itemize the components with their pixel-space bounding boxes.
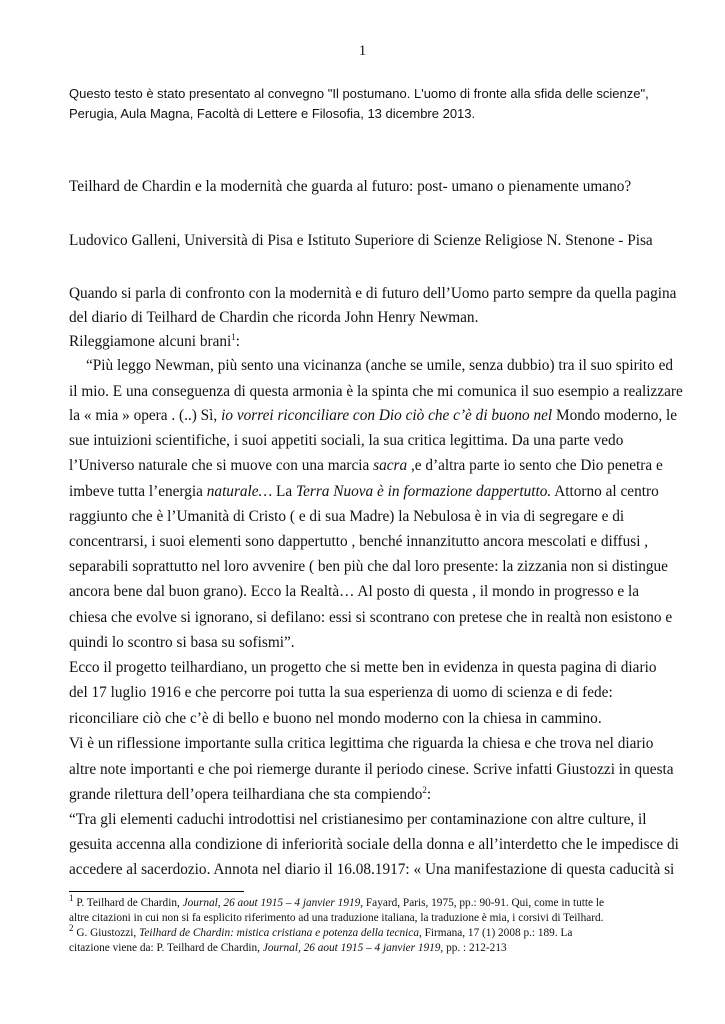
page-number: 1	[358, 43, 367, 59]
footnote-2: $^2$ G. Giustozzi, Teilhard de Chardin: mistica cristiana e potenza della tecnica, Firmana, 17 (1) 2008 p.: 189. La	[69, 923, 573, 939]
body-line: accedere al sacerdozio. Annota nel diario il 16.08.1917: « Una manifestazione di questa caducità si	[69, 861, 675, 878]
footnote-2-cont: citazione viene da: P. Teilhard de Chardin, Journal, 26 aout 1915 – 4 janvier 1919, pp. : 212-213	[69, 942, 507, 954]
body-line: Vi è un riflessione importante sulla critica legittima che riguarda la chiesa e che trova nel diario	[69, 735, 654, 752]
body-line: riconciliare ciò che c’è di bello e buono nel mondo moderno con la chiesa in cammino.	[69, 710, 602, 727]
footnote-ref: 1	[231, 331, 236, 342]
body-line: Rileggiamone alcuni brani$^1$:	[69, 331, 241, 350]
quote-line: la « mia » opera . (..) Sì, io vorrei riconciliare con Dio ciò che c’è di buono nel Mondo moderno, le	[69, 407, 678, 424]
body-line: gesuita accenna alla condizione di inferiorità sociale della donna e all’interdetto che le impedisce di	[69, 836, 679, 853]
footnote-1-cont: altre citazioni in cui non si fa esplicito riferimento ad una traduzione italiana, la traduzione è mia, i corsivi di Teilhard.	[69, 912, 604, 924]
quote-line: “Più leggo Newman, più sento una vicinanza (anche se umile, senza dubbio) tra il suo spirito ed	[86, 357, 674, 374]
quote-line: concentrarsi, i suoi elementi sono dappertutto , benché innanzitutto ancora mescolati e diffusi ,	[69, 533, 649, 550]
quote-line: il mio. E una conseguenza di questa armonia è la spinta che mi comunica il suo esempio a realizzare	[69, 383, 683, 400]
paper-title: Teilhard de Chardin e la modernità che guarda al futuro: post- umano o pienamente umano?	[69, 178, 632, 195]
intro-line-1: Questo testo è stato presentato al convegno "Il postumano. L'uomo di fronte alla sfida delle scienze",	[69, 86, 649, 101]
quote-line: separabili soprattutto nel loro avvenire ( ben più che dal loro presente: la zizzania non si distingue	[69, 558, 668, 575]
body-line: grande rilettura dell’opera teilhardiana che sta compiendo$^2$:	[69, 784, 432, 803]
quote-line: raggiunto che è l’Umanità di Cristo ( e di sua Madre) la Nebulosa è in via di segregare e di	[69, 508, 625, 525]
body-line: del 17 luglio 1916 e che percorre poi tutta la sua esperienza di uomo di scienza e di fede:	[69, 684, 613, 701]
quote-line: sue intuizioni scientifiche, i suoi appetiti sociali, la sua critica legittima. Da una parte vedo	[69, 432, 624, 449]
body-line: Ecco il progetto teilhardiano, un progetto che si mette ben in evidenza in questa pagina di diario	[69, 659, 657, 676]
quote-line: chiesa che evolve si ignorano, si defilano: essi si scontrano con pretese che in realtà non esistono e	[69, 609, 673, 626]
body-line: del diario di Teilhard de Chardin che ricorda John Henry Newman.	[69, 309, 479, 326]
body-line: Quando si parla di confronto con la modernità e di futuro dell’Uomo parto sempre da quella pagina	[69, 285, 677, 302]
footnote-1: $^1$ P. Teilhard de Chardin, Journal, 26 aout 1915 – 4 janvier 1919, Fayard, Paris, 1975, pp.: 90-91. Qui, come in tutte le	[69, 893, 605, 909]
footnote-separator	[69, 891, 244, 892]
intro-line-2: Perugia, Aula Magna, Facoltà di Lettere e Filosofia, 13 dicembre 2013.	[69, 106, 476, 121]
body-line: “Tra gli elementi caduchi introdottisi nel cristianesimo per contaminazione con altre culture, il	[69, 811, 647, 828]
quote-line: l’Universo naturale che si muove con una marcia sacra ,e d’altra parte io sento che Dio penetra e	[69, 457, 663, 474]
quote-line: imbeve tutta l’energia naturale… La Terra Nuova è in formazione dappertutto. Attorno al centro	[69, 483, 659, 500]
footnote-ref: 2	[422, 784, 427, 795]
body-line: altre note importanti e che poi riemerge durante il periodo cinese. Scrive infatti Giustozzi in questa	[69, 761, 674, 778]
quote-line: quindi lo scontro si basa su sofismi”.	[69, 634, 295, 651]
quote-line: ancora bene dal buon grano). Ecco la Realtà… Al posto di questa , il mondo in progresso e la	[69, 583, 640, 600]
author-affiliation: Ludovico Galleni, Università di Pisa e Istituto Superiore di Scienze Religiose N. Stenone - Pisa	[69, 232, 653, 249]
